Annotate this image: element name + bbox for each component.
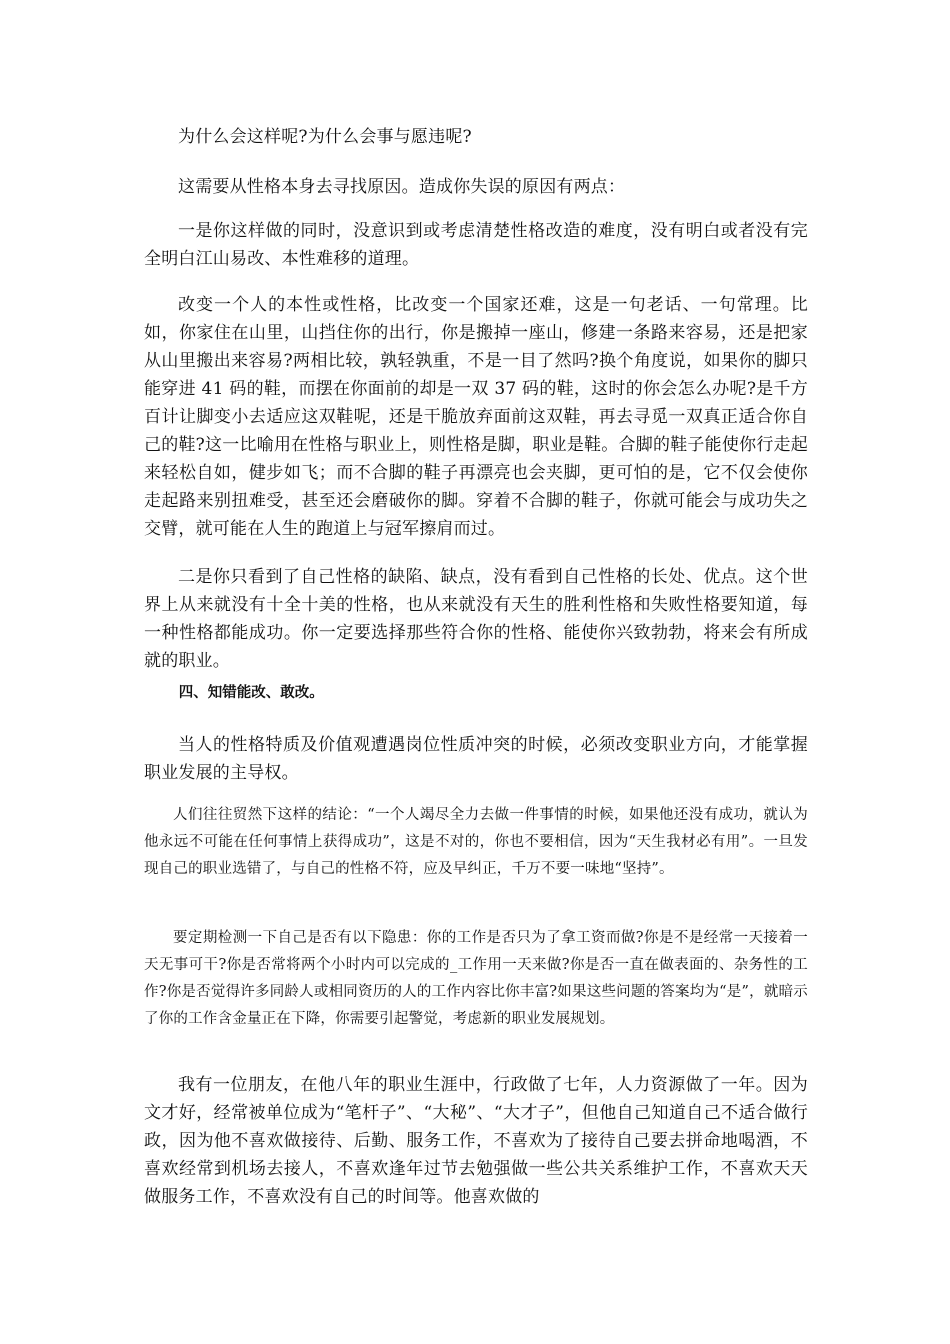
paragraph-friend-story: 我有一位朋友，在他八年的职业生涯中，行政做了七年，人力资源做了一年。因为文才好，经常被单位成为“笔杆子”、“大秘”、“大才子”，但他自己知道自己不适合做行政，因为他不喜欢做接待、后勤、服务工作，不喜欢为了接待自己要去拼命地喝酒，不喜欢经常到机场去接人，不喜欢逢年过节去勉强做一些公共关系维护工作，不喜欢天天做服务工作，不喜欢没有自己的时间等。他喜欢做的	[144, 1075, 808, 1207]
paragraph-cause-intro: 这需要从性格本身去寻找原因。造成你失误的原因有两点：	[178, 177, 626, 197]
paragraph-conclusion-warning: 人们往往贸然下这样的结论：“一个人竭尽全力去做一件事情的时候，如果他还没有成功，就认为他永远不可能在任何事情上获得成功”，这是不对的，你也不要相信，因为“天生我材必有用”。一旦发现自己的职业选错了，与自己的性格不符，应及早纠正，千万不要一味地“坚持”。	[144, 807, 808, 877]
paragraph-reason-two: 二是你只看到了自己性格的缺陷、缺点，没有看到自己性格的长处、优点。这个世界上从来就没有十全十美的性格，也从来就没有天生的胜利性格和失败性格要知道，每一种性格都能成功。你一定要选择那些符合你的性格、能使你兴致勃勃，将来会有所成就的职业。	[144, 567, 808, 671]
paragraph-question: 为什么会这样呢?为什么会事与愿违呢?	[178, 127, 472, 147]
paragraph-career-direction: 当人的性格特质及价值观遭遇岗位性质冲突的时候，必须改变职业方向，才能掌握职业发展的主导权。	[144, 735, 808, 783]
paragraph-self-check: 要定期检测一下自己是否有以下隐患：你的工作是否只为了拿工资而做?你是不是经常一天接着一天无事可干?你是否常将两个小时内可以完成的_工作用一天来做?你是否一直在做表面的、杂务性的工作?你是否觉得许多同龄人或相同资历的人的工作内容比你丰富?如果这些问题的答案均为“是”，就暗示了你的工作含金量正在下降，你需要引起警觉，考虑新的职业发展规划。	[144, 930, 808, 1027]
paragraph-reason-one: 一是你这样做的同时，没意识到或考虑清楚性格改造的难度，没有明白或者没有完全明白江山易改、本性难移的道理。	[144, 221, 808, 269]
paragraph-shoe-metaphor: 改变一个人的本性或性格，比改变一个国家还难，这是一句老话、一句常理。比如，你家住在山里，山挡住你的出行，你是搬掉一座山，修建一条路来容易，还是把家从山里搬出来容易?两相比较，孰轻孰重，不是一目了然吗?换个角度说，如果你的脚只能穿进 41 码的鞋，而摆在你面前的却是一双 37 码的鞋，这时的你会怎么办呢?是千方百计让脚变小去适应这双鞋呢，还是干脆放弃面前这双鞋，再去寻觅一双真正适合你自己的鞋?这一比喻用在性格与职业上，则性格是脚，职业是鞋。合脚的鞋子能使你行走起来轻松自如，健步如飞；而不合脚的鞋子再漂亮也会夹脚，更可怕的是，它不仅会使你走起路来别扭难受，甚至还会磨破你的脚。穿着不合脚的鞋子，你就可能会与成功失之交臂，就可能在人生的跑道上与冠军擦肩而过。	[144, 295, 808, 539]
section-heading: 四、知错能改、敢改。	[178, 685, 324, 701]
